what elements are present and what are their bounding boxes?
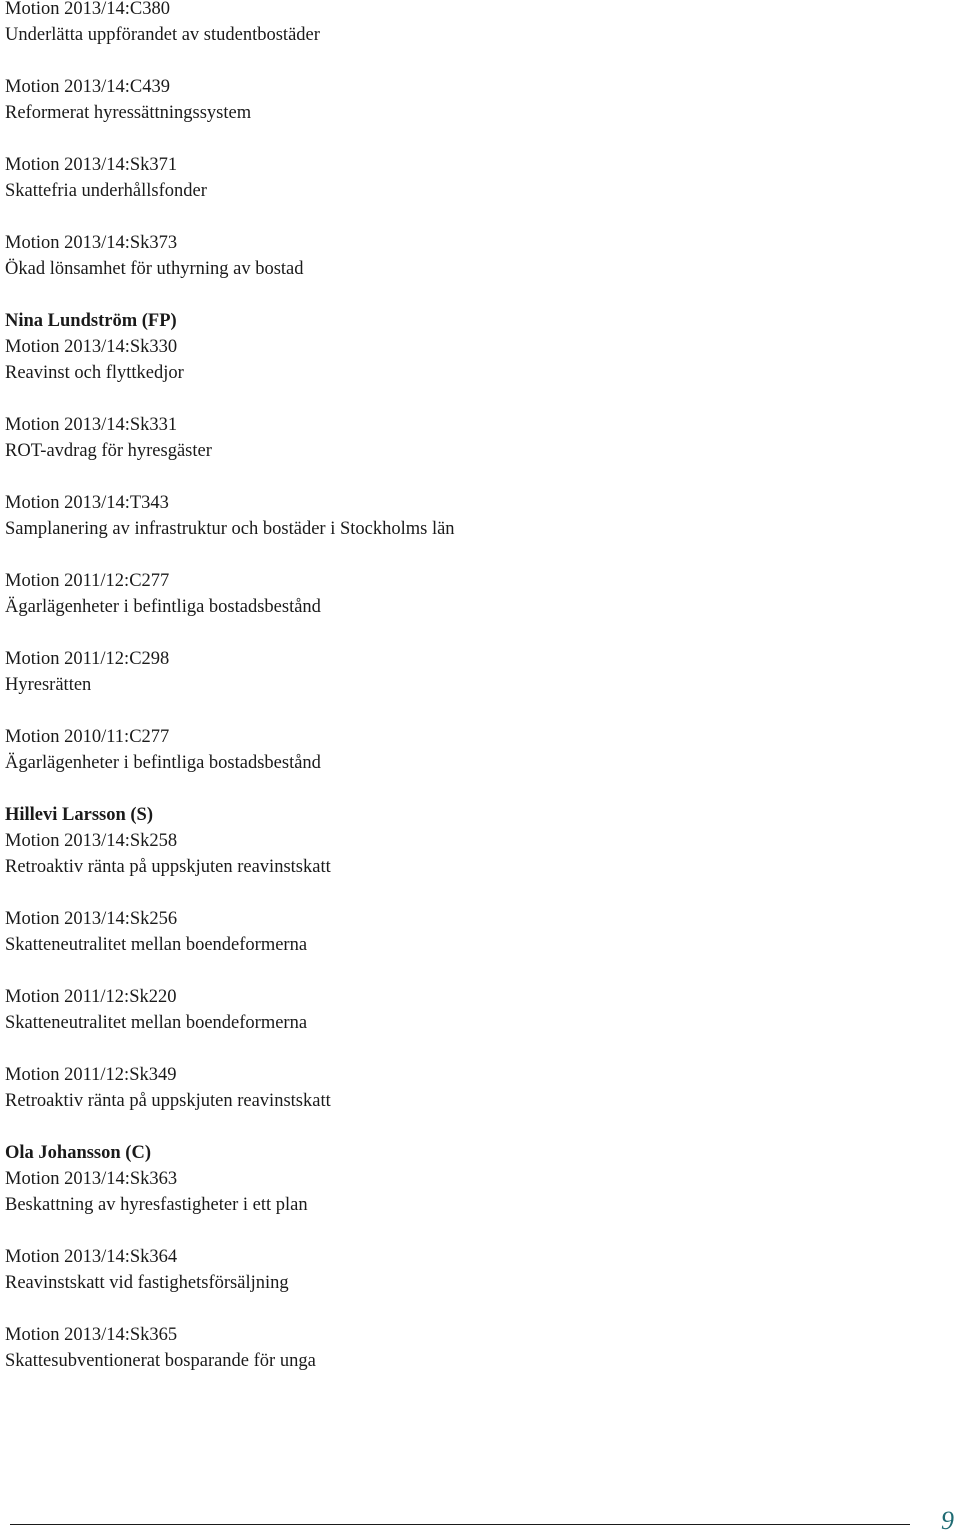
- motion-number: Motion 2013/14:Sk363: [5, 1169, 178, 1189]
- motion-entry: [5, 1322, 925, 1374]
- motion-title: Samplanering av infrastruktur och bostäder i Stockholms län: [5, 519, 455, 539]
- motion-entry: [5, 646, 925, 698]
- motion-title: ROT-avdrag för hyresgäster: [5, 441, 212, 461]
- motion-number: Motion 2013/14:Sk256: [5, 909, 178, 929]
- motion-entry: [5, 0, 925, 48]
- motion-entry: [5, 906, 925, 958]
- motion-entry: [5, 230, 925, 282]
- motion-number: Motion 2013/14:Sk364: [5, 1247, 178, 1267]
- motion-entry: [5, 802, 925, 880]
- motion-title: Ägarlägenheter i befintliga bostadsbestånd: [5, 597, 321, 617]
- motion-title: Underlätta uppförandet av studentbostäder: [5, 25, 320, 45]
- motion-title: Hyresrätten: [5, 675, 92, 695]
- motion-number: Motion 2013/14:Sk373: [5, 233, 178, 253]
- motion-entry: [5, 1244, 925, 1296]
- motion-number: Motion 2010/11:C277: [5, 727, 170, 747]
- motion-title: Reformerat hyressättningssystem: [5, 103, 252, 123]
- motion-title: Reavinstskatt vid fastighetsförsäljning: [5, 1273, 289, 1293]
- motion-number: Motion 2011/12:Sk220: [5, 987, 177, 1007]
- motion-number: Motion 2011/12:C277: [5, 571, 170, 591]
- motion-number: Motion 2011/12:C298: [5, 649, 170, 669]
- motion-entry: [5, 984, 925, 1036]
- motion-entry: [5, 568, 925, 620]
- motion-number: Motion 2013/14:C380: [5, 0, 170, 19]
- motion-number: Motion 2013/14:Sk331: [5, 415, 178, 435]
- motion-entry: [5, 1140, 925, 1218]
- entry-spacer: [5, 542, 925, 568]
- entry-spacer: [5, 1036, 925, 1062]
- motion-title: Retroaktiv ränta på uppskjuten reavinstskatt: [5, 857, 331, 877]
- motion-number: Motion 2013/14:T343: [5, 493, 169, 513]
- motion-entry: [5, 74, 925, 126]
- motion-entry: [5, 490, 925, 542]
- motion-entry: [5, 308, 925, 386]
- footer-rule: [10, 1524, 910, 1525]
- motion-list: [5, 0, 925, 1374]
- entry-spacer: [5, 620, 925, 646]
- motion-title: Ägarlägenheter i befintliga bostadsbestånd: [5, 753, 321, 773]
- motion-title: Skatteneutralitet mellan boendeformerna: [5, 1013, 308, 1033]
- motion-number: Motion 2011/12:Sk349: [5, 1065, 177, 1085]
- entry-spacer: [5, 1218, 925, 1244]
- entry-spacer: [5, 776, 925, 802]
- entry-spacer: [5, 698, 925, 724]
- motion-title: Skatteneutralitet mellan boendeformerna: [5, 935, 308, 955]
- entry-spacer: [5, 958, 925, 984]
- motion-number: Motion 2013/14:Sk258: [5, 831, 178, 851]
- page-number: 9: [941, 1506, 954, 1535]
- entry-spacer: [5, 464, 925, 490]
- author-heading: Ola Johansson (C): [5, 1143, 151, 1163]
- entry-spacer: [5, 48, 925, 74]
- entry-spacer: [5, 880, 925, 906]
- motion-title: Ökad lönsamhet för uthyrning av bostad: [5, 259, 304, 279]
- motion-number: Motion 2013/14:Sk330: [5, 337, 178, 357]
- motion-title: Skattefria underhållsfonder: [5, 181, 207, 201]
- motion-entry: [5, 724, 925, 776]
- motion-title: Beskattning av hyresfastigheter i ett plan: [5, 1195, 308, 1215]
- author-heading: Hillevi Larsson (S): [5, 805, 154, 825]
- author-heading: Nina Lundström (FP): [5, 311, 177, 331]
- motion-title: Retroaktiv ränta på uppskjuten reavinstskatt: [5, 1091, 331, 1111]
- entry-spacer: [5, 1114, 925, 1140]
- entry-spacer: [5, 1296, 925, 1322]
- motion-title: Reavinst och flyttkedjor: [5, 363, 184, 383]
- entry-spacer: [5, 386, 925, 412]
- motion-entry: [5, 152, 925, 204]
- motion-number: Motion 2013/14:Sk365: [5, 1325, 178, 1345]
- motion-entry: [5, 412, 925, 464]
- entry-spacer: [5, 204, 925, 230]
- motion-number: Motion 2013/14:C439: [5, 77, 170, 97]
- motion-number: Motion 2013/14:Sk371: [5, 155, 178, 175]
- motion-title: Skattesubventionerat bosparande för unga: [5, 1351, 316, 1371]
- entry-spacer: [5, 282, 925, 308]
- entry-spacer: [5, 126, 925, 152]
- motion-entry: [5, 1062, 925, 1114]
